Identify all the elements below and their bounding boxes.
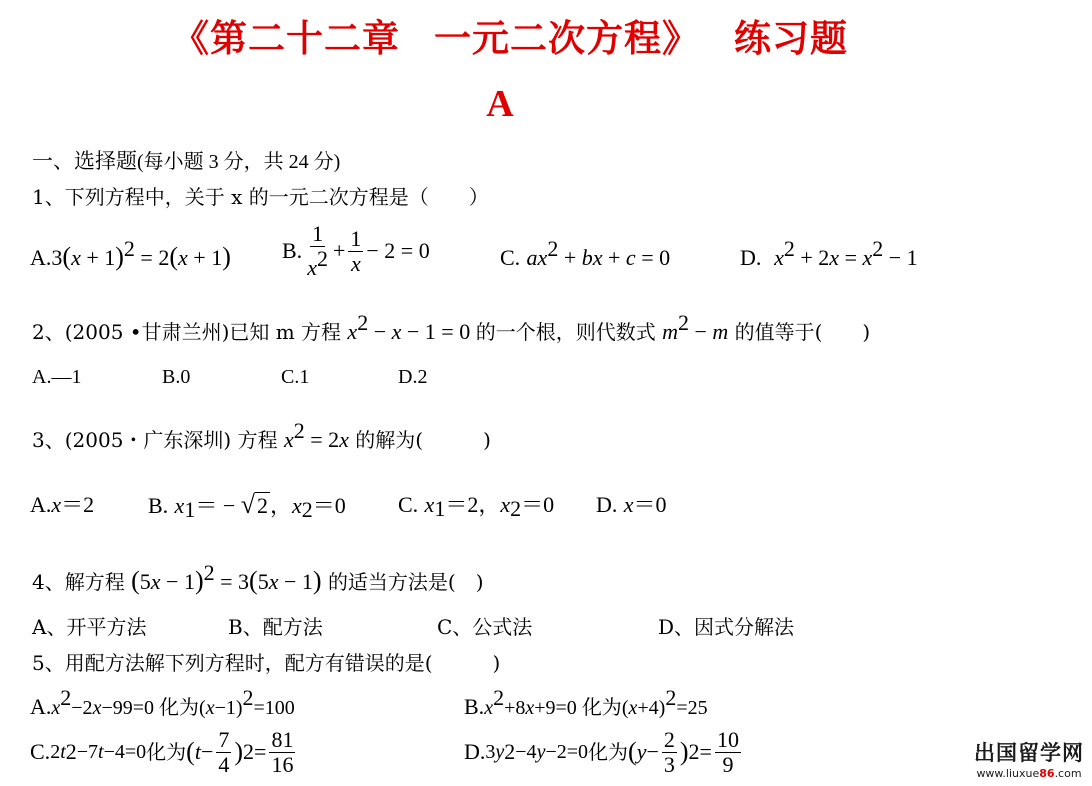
watermark-name: 出国留学网: [974, 741, 1084, 765]
q5-option-b: $B.x^2+8x+9=0$ 化为$(x+4)^2=25$: [464, 685, 708, 719]
q4-option-a: A、开平方法: [32, 615, 147, 639]
question-5-stem: 5、用配方法解下列方程时，配方有错误的是( ): [32, 651, 501, 675]
q3-option-b: B. $x_1= - √2$，$x_2=0$: [148, 490, 346, 522]
q3-option-a: A.x＝2: [30, 492, 95, 517]
q2-option-d: D.2: [398, 366, 428, 388]
question-1-stem: 1、下列方程中，关于 x 的一元二次方程是（ ）: [32, 185, 489, 209]
title-tail: 练习题: [734, 16, 848, 60]
title-left: 《第二十二章: [172, 16, 400, 60]
q2-option-c: C.1: [281, 366, 310, 388]
q2-option-b: B.0: [162, 366, 191, 388]
watermark: [974, 737, 1084, 780]
question-3-stem: 3、(2005・广东深圳) 方程 $x^2 = 2x$ 的解为( ): [32, 418, 491, 452]
q5-option-c: C. 2 t 2 −7 t −4=0 化为 ( t − $\frac{7}{4}$ ) 2 = $\frac{81}{16}$: [30, 726, 294, 777]
question-1-options: [30, 222, 1030, 284]
q3-option-c: C. $x_1=2$，$x_2=0$: [398, 492, 555, 521]
q2-option-a: A.—1: [32, 366, 82, 388]
q4-option-c: C、公式法: [437, 615, 533, 639]
q1-option-a: $A.3(x + 1)^2 = 2(x + 1)$: [30, 236, 231, 271]
q1-option-c: C. $ax^2$ + bx + c = 0: [500, 236, 671, 270]
q4-option-b: B、配方法: [228, 615, 323, 639]
q5-option-a: $A.x^2-2x-99=0$ 化为$(x-1)^2=100$: [30, 685, 295, 719]
q3-option-d: D. x＝0: [596, 492, 667, 517]
question-2-stem: 2、(2005 •甘肃兰州)已知 m 方程 $x^2 - x - 1 = 0$ 的一个根，则代数式 $m^2 - m$ 的值等于( ): [32, 310, 871, 344]
page-subtitle: A: [486, 83, 514, 125]
page-title: [0, 8, 1020, 62]
question-4-stem: 4、解方程 $(5x - 1)^2 = 3(5x - 1)$ 的适当方法是( ): [32, 560, 484, 595]
section-heading: [32, 148, 340, 175]
q4-option-d: D、因式分解法: [658, 615, 795, 639]
q1-option-b: B. $\frac{1}{x^2}$ + $\frac{1}{x}$ − 2 = 0: [282, 221, 430, 280]
question-3-options: [30, 488, 1030, 524]
watermark-url: www.liuxue86.com: [976, 767, 1082, 780]
q5-option-d: D. 3 y 2 −4 y −2=0 化为 ( y − $\frac{2}{3}$ ) 2 = $\frac{10}{9}$: [464, 726, 739, 777]
q1-option-d: D. $x^2 + 2x = x^2 - 1$: [740, 236, 918, 270]
title-right: 一元二次方程》: [434, 16, 700, 60]
section-heading-text: 一、选择题: [32, 149, 137, 173]
section-points: (每小题 3 分，共 24 分): [137, 151, 341, 173]
